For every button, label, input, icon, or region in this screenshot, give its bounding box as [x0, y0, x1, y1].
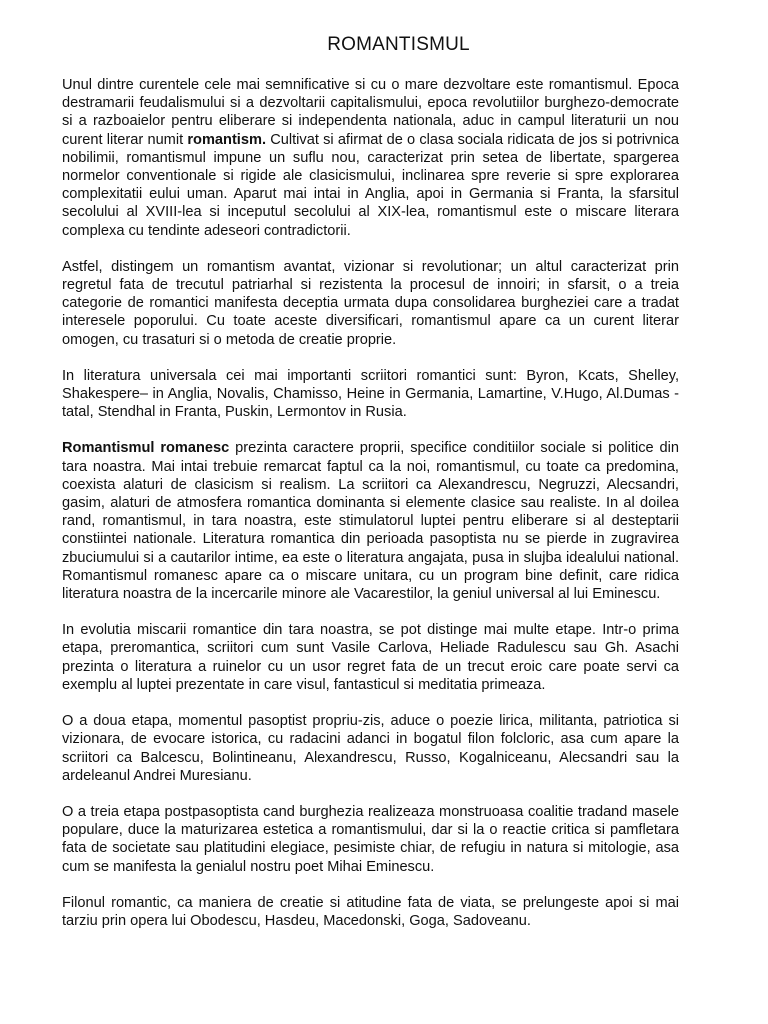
paragraph-5: [62, 621, 679, 694]
paragraph-8: [62, 894, 679, 930]
bold-term-romantism: romantism.: [187, 131, 267, 148]
text-run: prezinta caractere proprii, specifice conditiilor sociale si politice din tara noastra. Mai intai trebuie remarcat faptul ca la noi, romantismul, cu toate ca predomina, coexista alaturi de clasicism si realism. La scriitori ca Alexandrescu, Negruzzi, Alecsandri, gasim, alaturi de atmosfera romantica dominanta si elemente clasice sau realiste. In al doilea rand, romantismul, in tara noastra, este stimulatorul luptei pentru eliberare si al desteptarii constiintei nationale. Literatura romantica din perioada pasoptista nu se pierde in zugravirea zbuciumului si a cautarilor intime, ea este o literatura angajata, pusa in slujba idealului national. Romantismul romanesc apare ca o miscare unitara, cu un program bine definit, care ridica literatura noastra de la incercarile minore ale Vacarestilor, la geniul universal al lui Eminescu.: [62, 440, 679, 603]
document-page: [62, 34, 679, 948]
bold-term-romantismul-romanesc: Romantismul romanesc: [62, 440, 230, 457]
document-title: ROMANTISMUL: [327, 34, 470, 55]
paragraph-1: [62, 76, 679, 240]
text-run: In evolutia miscarii romantice din tara noastra, se pot distinge mai multe etape. Intr-o prima etapa, preromantica, scriitori cum sunt Vasile Carlova, Heliade Radulescu sau Gh. Asachi prezinta o literatura a ruinelor cu un usor regret fata de un trecut eroic care poate servi ca exemplu al luptei prezentate in care visul, fantasticul si meditatia primeaza.: [62, 622, 679, 693]
paragraph-4: [62, 439, 679, 603]
paragraph-7: [62, 803, 679, 876]
text-run: Astfel, distingem un romantism avantat, vizionar si revolutionar; un altul caracterizat prin regretul fata de trecutul patriarhal si rezistenta la procesul de innoiri; in sfarsit, o a treia categorie de romantici manifesta deceptia urmata dupa consolidarea burgheziei care a tradat interesele poporului. Cu toate aceste diversificari, romantismul apare ca un curent literar omogen, cu trasaturi si o metoda de creatie proprie.: [62, 258, 679, 348]
text-run: Filonul romantic, ca maniera de creatie si atitudine fata de viata, se prelungeste apoi si mai tarziu prin opera lui Obodescu, Hasdeu, Macedonski, Goga, Sadoveanu.: [62, 894, 679, 929]
text-run: Unul dintre curentele cele mai semnificative si cu o mare dezvoltare este romantismul. Epoca destramarii feudalismului si a dezvoltarii capitalismului, epoca revolutiilor burghezo-democrate si a razboaielor pentru eliberare si independenta nationala, aduc in campul literaturii un nou curent literar numit: [62, 77, 679, 148]
text-run: Cultivat si afirmat de o clasa sociala ridicata de jos si potrivnica nobilimii, romantismul impune un suflu nou, caracterizat prin setea de libertate, spargerea normelor conventionale si rigide ale clasicismului, inclinarea spre reverie si spre explorarea complexitatii eului uman. Aparut mai intai in Anglia, apoi in Germania si Franta, la sfarsitul secolului al XVIII-lea si inceputul secolului al XIX-lea, romantismul este o miscare literara complexa cu tendinte adeseori contradictorii.: [62, 131, 679, 239]
paragraph-2: [62, 258, 679, 349]
text-run: O a doua etapa, momentul pasoptist propriu-zis, aduce o poezie lirica, militanta, patriotica si vizionara, de evocare istorica, cu radacini adanci in bogatul filon folcloric, asa cum apare la scriitori ca Balcescu, Bolintineanu, Alexandrescu, Russo, Kogalniceanu, Alecsandri sau la ardeleanul Andrei Muresianu.: [62, 713, 679, 784]
text-run: In literatura universala cei mai importanti scriitori romantici sunt: Byron, Kcats, Shelley, Shakespere– in Anglia, Novalis, Chamisso, Heine in Germania, Lamartine, V.Hugo, Al.Dumas - tatal, Stendhal in Franta, Puskin, Lermontov in Rusia.: [62, 367, 679, 421]
text-run: O a treia etapa postpasoptista cand burghezia realizeaza monstruoasa coalitie tradand masele populare, duce la maturizarea estetica a romantismului, dar si la o reactie critica si pamfletara fata de societate sau platitudini elegiace, pesimiste chiar, de refugiu in natura si mitologie, asa cum se manifesta la genialul nostru poet Mihai Eminescu.: [62, 803, 679, 875]
paragraph-3: [62, 367, 679, 422]
paragraph-6: [62, 712, 679, 785]
